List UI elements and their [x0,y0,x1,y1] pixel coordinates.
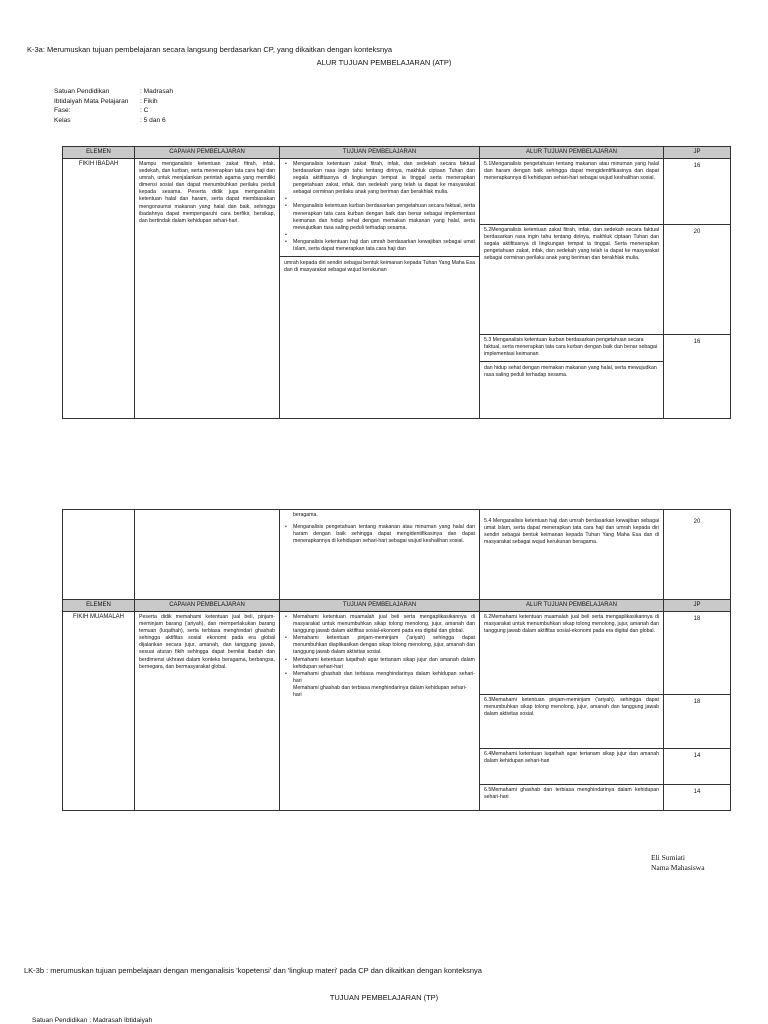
header-elemen: ELEMEN [63,600,135,612]
header-alur: ALUR TUJUAN PEMBELAJARAN [480,600,664,612]
elemen-cell: FIKIH MUAMALAH [63,612,135,811]
jp-value: 20 [693,519,701,525]
tp-item: • Memahami ketentuan luqathah agar tertanam sikap jujur dan amanah dalam kehidupan sehari-hari [284,657,475,671]
tp-item: • Menganalisis pengetahuan tentang makanan atau minuman yang halal dan haram dengan baik sehingga dapat mengidentifikasinya dan dapat menerapkannya di kehidupan sehari-hari sebagai wujud keshalihan sosial. [284,524,475,545]
header-jp: JP [664,600,731,612]
jp-value: 14 [693,753,701,759]
cp-cell-empty [135,510,280,600]
atp-cell: 6.5Memahami ghashab dan terbiasa menghindarinya dalam kehidupan sehari-hari [480,785,664,811]
cutoff-meta-line: Satuan Pendidikan : Madrasah Ibtidaiyah [32,1017,153,1024]
lk3b-title: LK-3b : merumuskan tujuan pembelajaan dengan menganalisis 'kopetensi' dan 'lingkup materi' pada CP dan dikaitkan dengan konteksnya [24,966,482,975]
jp-cell [664,695,731,749]
tp-item: • Memahami ketentuan muamalah jual beli serta mengaplikasikannya di masyarakat untuk menumbuhkan sikap tolong menolong, jujur, amanah dan tanggung jawab dalam aktifitas sosial-ekonomi pada era digital dan global. [284,614,475,635]
cp-cell: Mampu menganalisis ketentuan zakat fitrah, infak, sedekah, dan kurban, serta menerapkan tata cara haji dan umrah, untuk menjalankan perintah agama yang memiliki dimensi sosial dan dapat menumbuhkan perilaku peduli kepada sesama. Peserta didik juga menganalisis ketentuan halal dan haram, serta dapat membiasakan mengonsumsi makanan yang halal dan baik, sehingga ibadahnya dapat mempengaruhi cara berfikir, bersikap, dan bertindak dalam kehidupan sehari-hari. [135,159,280,419]
meta-value: : Fikih [140,97,158,105]
tp-heading: TUJUAN PEMBELAJARAN (TP) [329,993,439,1002]
table-row [63,510,731,600]
document-meta [54,87,173,125]
atp-heading: ALUR TUJUAN PEMBELAJARAN (ATP) [316,58,452,67]
jp-value: 16 [693,163,701,169]
header-tujuan: TUJUAN PEMBELAJARAN [280,147,480,159]
tp-cell [280,159,480,419]
jp-value: 16 [693,339,701,345]
atp-continuation: dan hidup sehat dengan memakan makanan yang halal, serta mewujudkan rasa saling peduli terhadap sesama. [480,361,663,379]
atp-text: 5.3 Menganalisis ketentuan kurban berdasarkan pengetahuan secara faktual, serta menerapkan tata cara kurban dengan baik dan benar sebagai implementasi keimanan [484,337,658,358]
atp-cell: 5.4 Menganalisis ketentuan haji dan umrah berdasarkan kewajiban sebagai umat Islam, serta dapat menerapkan tata cara haji dan umrah kepada diri sendiri sebagai bentuk keimanan kepada Tuhan Yang Maha Esa dan di masyarakat sebagai wujud kerukunan beragama. [480,510,664,600]
jp-cell [664,335,731,419]
atp-cell: 5.2Menganalisis ketentuan zakat fitrah, infak, dan sedekah secara faktual berdasarkan rasa ingin tahu tentang dirinya, makhluk ciptaan Tuhan dan segala aktifitasnya di lingkungan tempat ia tinggal. Serta menerapkan pengetahuan zakat, infak, dan sedekah yang telah ia dapat ke masyarakat sebagai cerminan perilaku anak yang beriman dan berakhlak mulia. [480,225,664,335]
table-header-row [63,147,731,159]
atp-cell: 6.2Memahami ketentuan muamalah jual beli serta mengaplikasikannya di masyarakat untuk menumbuhkan sikap tolong menolong, jujur, amanah dan tanggung jawab dalam aktifitas sosial-ekonomi pada era digital dan global. [480,612,664,695]
header-capaian: CAPAIAN PEMBELAJARAN [135,600,280,612]
elemen-cell: FIKIH IBADAH [63,159,135,419]
meta-value: : Madrasah [140,88,173,95]
tp-continuation: beragama. [293,512,318,518]
meta-row [54,116,173,126]
tp-cell [280,510,480,600]
tp-spacer [284,232,475,239]
header-jp: JP [664,147,731,159]
meta-row [54,106,173,116]
atp-table-muamalah [62,509,731,811]
meta-label: Ibtidaiyah Mata Pelajaran [54,97,129,105]
header-elemen: ELEMEN [63,147,135,159]
atp-cell: 6.4Memahami ketentuan luqathah agar tertanam sikap jujur dan amanah dalam kehidupan sehari-hari [480,749,664,785]
tp-spacer [284,196,475,203]
jp-cell [664,612,731,695]
meta-label: Fase: [54,107,71,115]
cp-cell: Peserta didik memahami ketentuan jual beli, pinjam-meminjam barang ('ariyah), dan memperlakukan barang temuan (luqathah), serta terbiasa menghindari ghashab sehingga aktifitas sosial ekonomi pada era global dijalankan secara jujur, amanah, dan tanggung jawab, sesuai aturan fikih sehingga dapat bernilai ibadah dan berdimensi ukhrawi dalam konteks beragama, berbangsa, bernegara, dan bermasyarakat global. [135,612,280,811]
tp-item: • Menganalisis ketentuan haji dan umrah berdasarkan kewajiban sebagai umat Islam, serta dapat menerapkan tata cara haji dan [284,239,475,253]
meta-row [54,97,173,107]
signature-block [651,853,705,873]
jp-value: 20 [693,229,701,235]
tp-item: • Memahami ketentuan pinjam-meminjam ('ariyah) sehingga dapat menumbuhkan diaplikasikan dengan sikap tolong menolong, jujur, amanah dan tanggung jawab dalam aktivitas sosial. [284,635,475,656]
signature-role: Nama Mahasiswa [651,863,705,872]
atp-cell: 6.3Memahami ketentuan pinjam-meminjam ('ariyah), sehingga dapat menumbuhkan sikap tolong menolong, jujur, amanah dan tanggung jawab dalam aktivitas sosial. [480,695,664,749]
header-alur: ALUR TUJUAN PEMBELAJARAN [480,147,664,159]
meta-label: Satuan Pendidikan [54,88,110,95]
tp-item: • Menganalisis ketentuan zakat fitrah, infak, dan sedekah secara faktual berdasarkan rasa ingin tahu tentang dirinya, makhluk ciptaan Tuhan dan segala aktifitasnya di lingkungan tempat ia tinggal serta menerapkan pengetahuan zakat, infak, dan sedekah yang telah ia dapat ke masyarakat sebagai cerminan perilaku anak yang beriman dan berakhlak mulia. [284,161,475,196]
jp-cell [664,749,731,785]
jp-cell [664,785,731,811]
signature-name: Eli Sumiati [651,853,685,862]
meta-value: : 5 dan 6 [140,116,166,124]
jp-cell [664,225,731,335]
header-tujuan: TUJUAN PEMBELAJARAN [280,600,480,612]
jp-value: 18 [693,699,701,705]
meta-value: : C [140,107,149,115]
tp-cell [280,612,480,811]
elemen-cell-empty [63,510,135,600]
jp-value: 14 [693,789,701,795]
atp-cell: 5.1Menganalisis pengetahuan tentang makanan atau minuman yang halal dan haram dengan baik sehingga dapat mengidentifikasinya dan dapat menerapkannya di kehidupan sehari-hari sebagai wujud keshalihan sosial. [480,159,664,225]
atp-table-ibadah [62,146,731,419]
jp-cell [664,510,731,600]
meta-label: Kelas [54,116,71,124]
tp-continuation: umrah kepada diri sendiri sebagai bentuk keimanan kepada Tuhan Yang Maha Esa dan di masyarakat sebagai wujud kerukunan [280,256,479,274]
meta-row [54,87,173,97]
header-capaian: CAPAIAN PEMBELAJARAN [135,147,280,159]
jp-value: 18 [693,616,701,622]
tp-extra-line: Memahami ghashab dan terbiasa menghindarinya dalam kehidupan sehari-hari [293,684,467,699]
table-row [63,612,731,695]
atp-cell [480,335,664,419]
jp-cell [664,159,731,225]
table-header-row [63,600,731,612]
lk3a-title: K-3a: Merumuskan tujuan pembelajaran secara langsung berdasarkan CP, yang dikaitkan dengan konteksnya [27,45,393,54]
tp-item: • Memahami ghashab dan terbiasa menghindarinya dalam kehidupan sehari-hari [284,671,475,685]
tp-item: • Menganalisis ketentuan kurban berdasarkan pengetahuan secara faktual, serta menerapkan tata cara kurban dengan baik dan benar sebagai implementasi keimanan dan hidup sehat dengan memakan makanan yang halal, serta mewujudkan rasa saling peduli terhadap sesama. [284,203,475,231]
table-row [63,159,731,225]
